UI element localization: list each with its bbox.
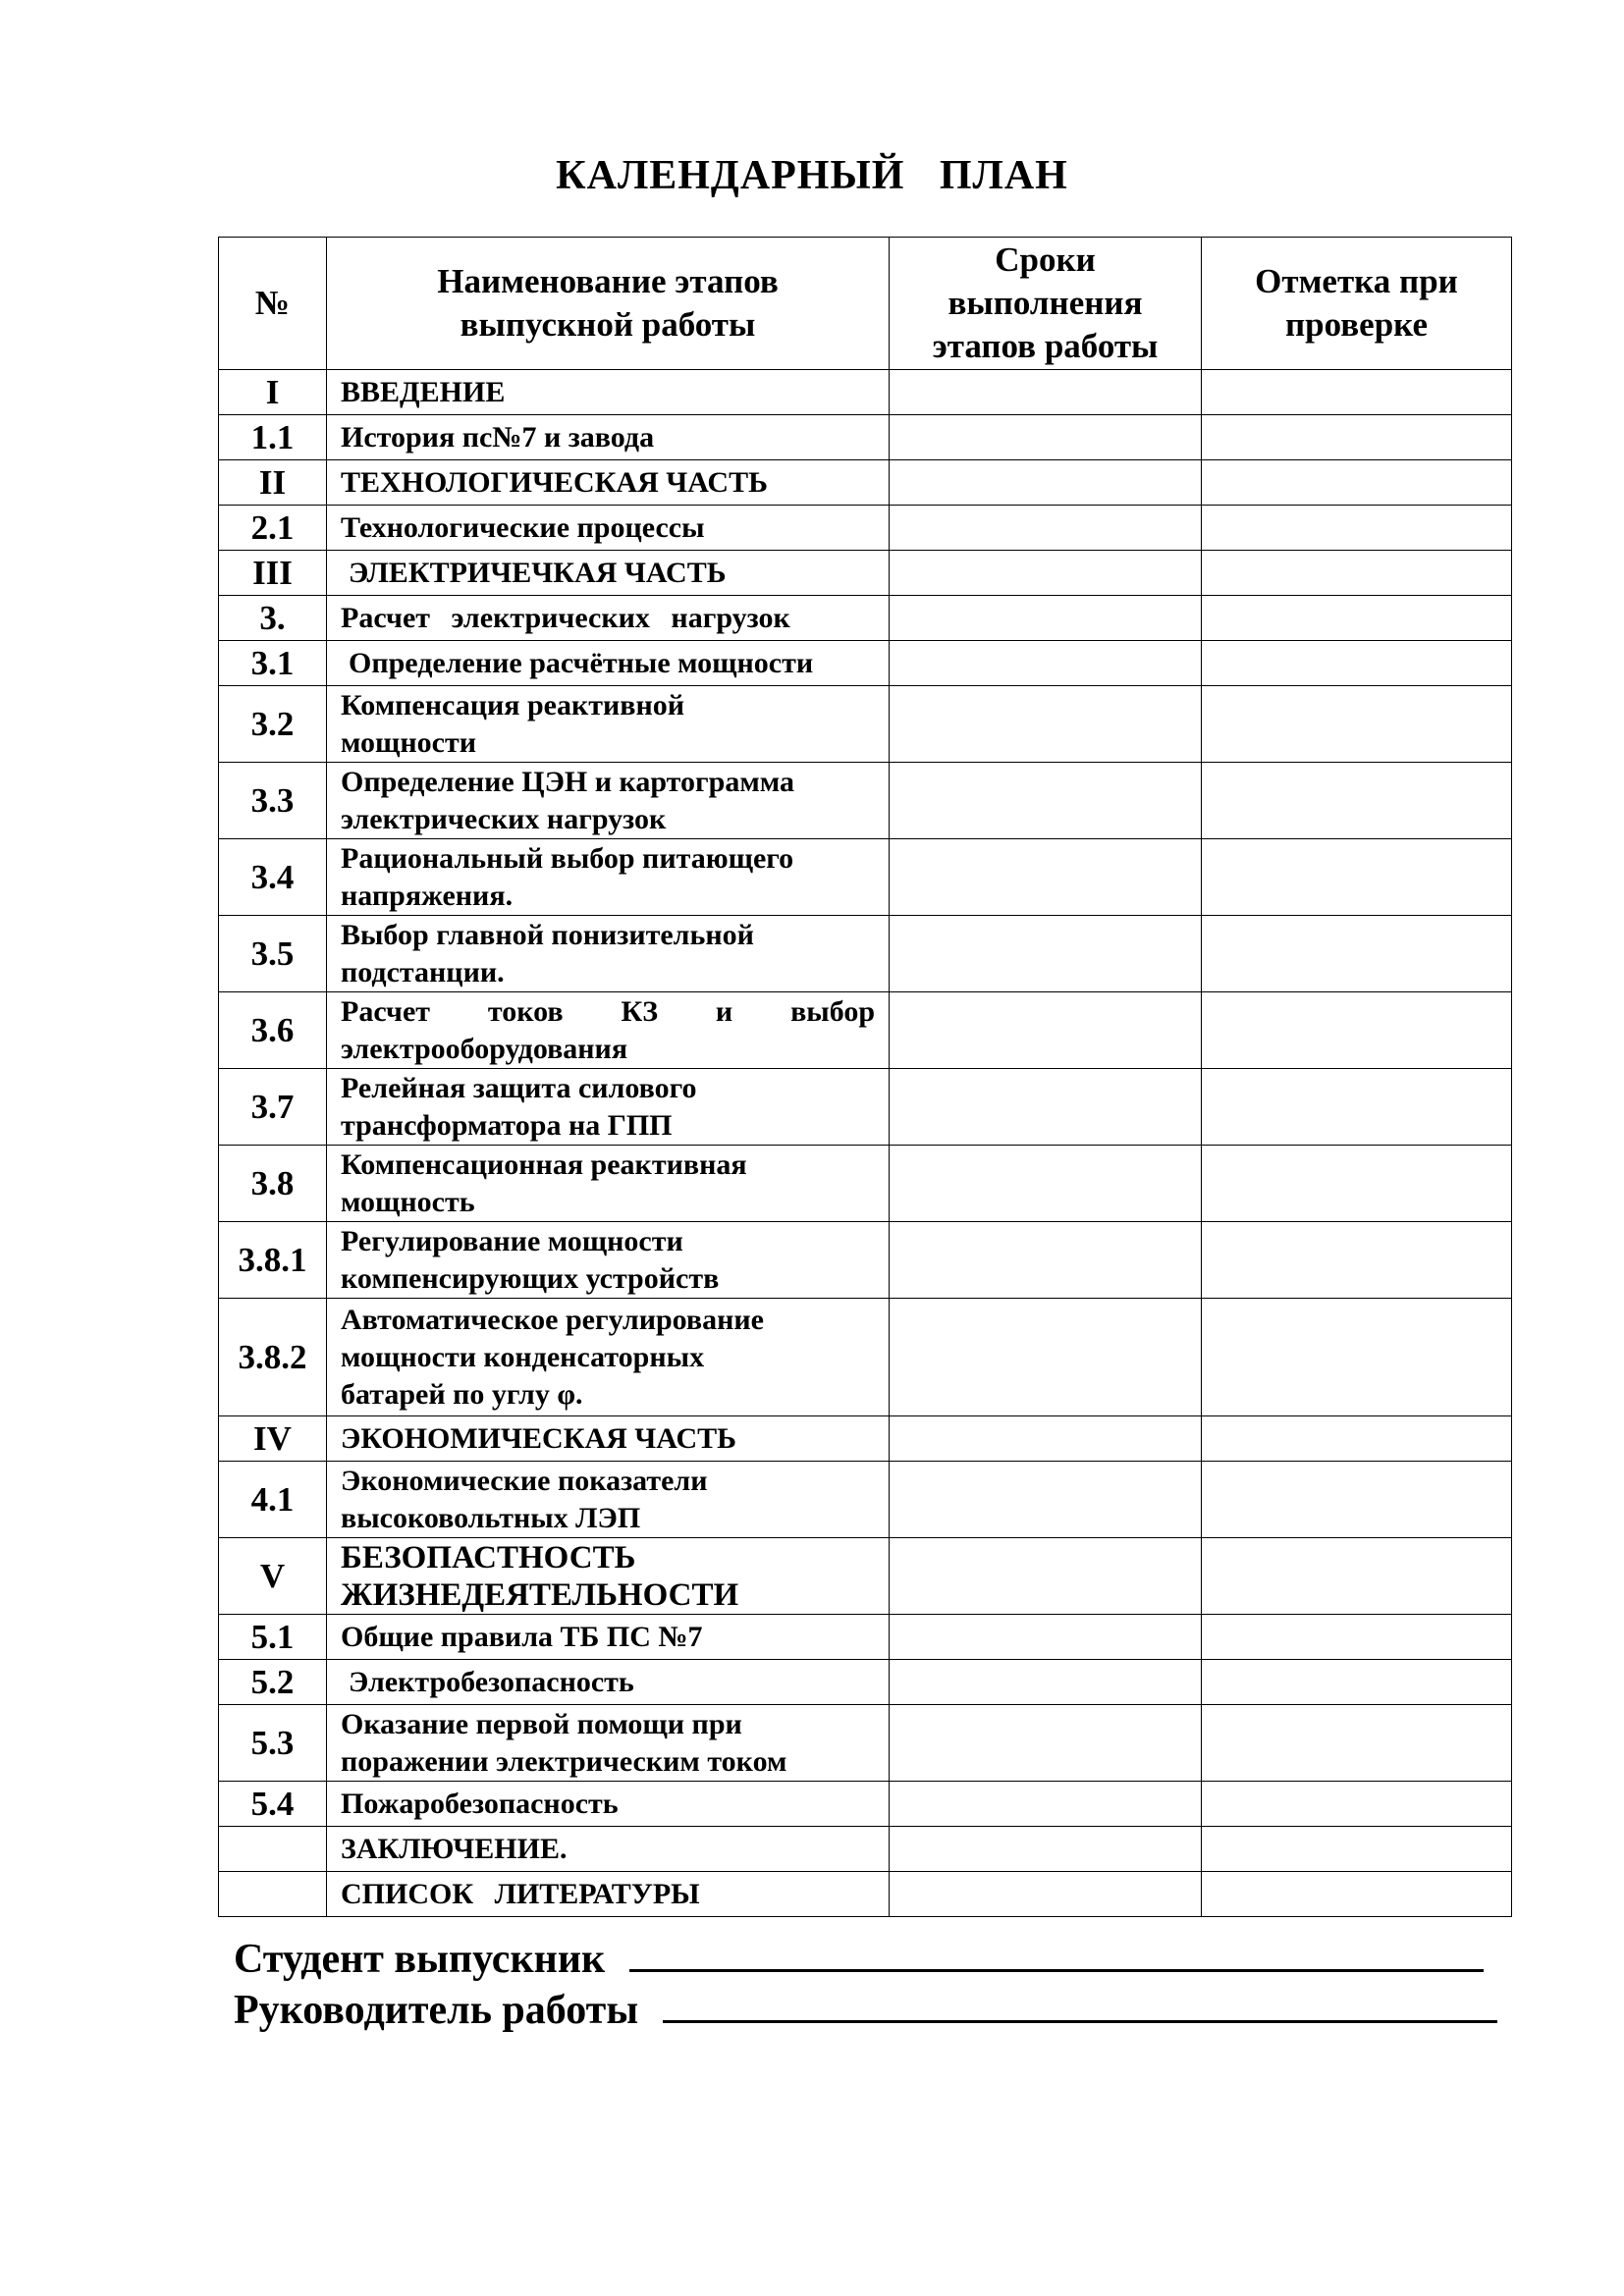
table-row <box>219 1222 1512 1299</box>
calendar-plan-table <box>218 237 1512 1917</box>
row-number: 3.5 <box>219 916 327 992</box>
check-cell <box>1202 1462 1512 1538</box>
row-stage-name: Релейная защита силового трансформатора на ГПП <box>327 1069 890 1146</box>
deadline-cell <box>890 686 1202 763</box>
row-stage-name: Регулирование мощности компенсирующих устройств <box>327 1222 890 1299</box>
row-number: 3.7 <box>219 1069 327 1146</box>
deadline-cell <box>890 1069 1202 1146</box>
student-label: Студент выпускник <box>234 1937 606 1982</box>
deadline-cell <box>890 1872 1202 1917</box>
row-number: IV <box>219 1416 327 1462</box>
deadline-cell <box>890 370 1202 415</box>
deadline-cell <box>890 1782 1202 1827</box>
row-number: 3.2 <box>219 686 327 763</box>
row-number: I <box>219 370 327 415</box>
table-row <box>219 1872 1512 1917</box>
row-number: 3.6 <box>219 992 327 1069</box>
row-stage-name: ТЕХНОЛОГИЧЕСКАЯ ЧАСТЬ <box>327 460 890 506</box>
check-cell <box>1202 1299 1512 1416</box>
row-number: 1.1 <box>219 415 327 460</box>
deadline-cell <box>890 1827 1202 1872</box>
row-number: III <box>219 551 327 596</box>
row-number: 3.3 <box>219 763 327 839</box>
row-number: 4.1 <box>219 1462 327 1538</box>
header-num: № <box>219 238 327 370</box>
table-header-row <box>219 238 1512 370</box>
student-signature-line <box>234 1932 1484 1983</box>
row-number: 5.2 <box>219 1660 327 1705</box>
check-cell <box>1202 460 1512 506</box>
table-row <box>219 1462 1512 1538</box>
header-check-mark: Отметка при проверке <box>1202 238 1512 370</box>
row-stage-name: Технологические процессы <box>327 506 890 551</box>
deadline-cell <box>890 763 1202 839</box>
row-number: V <box>219 1538 327 1615</box>
row-number: 3. <box>219 596 327 641</box>
row-number: 5.1 <box>219 1615 327 1660</box>
deadline-cell <box>890 506 1202 551</box>
table-row <box>219 460 1512 506</box>
table-row <box>219 415 1512 460</box>
row-number: II <box>219 460 327 506</box>
row-stage-name: Выбор главной понизительной подстанции. <box>327 916 890 992</box>
row-stage-name: Общие правила ТБ ПС №7 <box>327 1615 890 1660</box>
row-stage-name: Расчет токов КЗ и выбор электрооборудования <box>327 992 890 1069</box>
table-row <box>219 1538 1512 1615</box>
table-row <box>219 1615 1512 1660</box>
check-cell <box>1202 1146 1512 1222</box>
row-stage-name: ЭКОНОМИЧЕСКАЯ ЧАСТЬ <box>327 1416 890 1462</box>
header-deadline: Сроки выполнения этапов работы <box>890 238 1202 370</box>
deadline-cell <box>890 596 1202 641</box>
row-number: 3.8.1 <box>219 1222 327 1299</box>
table-row <box>219 370 1512 415</box>
check-cell <box>1202 763 1512 839</box>
header-stage-name: Наименование этапов выпускной работы <box>327 238 890 370</box>
check-cell <box>1202 1615 1512 1660</box>
deadline-cell <box>890 1416 1202 1462</box>
supervisor-signature-blank[interactable] <box>663 1983 1497 2023</box>
check-cell <box>1202 370 1512 415</box>
table-row <box>219 763 1512 839</box>
table-row <box>219 992 1512 1069</box>
check-cell <box>1202 1416 1512 1462</box>
table-row <box>219 596 1512 641</box>
check-cell <box>1202 1782 1512 1827</box>
row-number: 3.8.2 <box>219 1299 327 1416</box>
row-stage-name: СПИСОК ЛИТЕРАТУРЫ <box>327 1872 890 1917</box>
deadline-cell <box>890 460 1202 506</box>
check-cell <box>1202 641 1512 686</box>
check-cell <box>1202 839 1512 916</box>
table-row <box>219 506 1512 551</box>
row-stage-name: Оказание первой помощи при поражении электрическим током <box>327 1705 890 1782</box>
table-row <box>219 1660 1512 1705</box>
row-stage-name: Автоматическое регулирование мощности конденсаторных батарей по углу φ. <box>327 1299 890 1416</box>
check-cell <box>1202 551 1512 596</box>
student-signature-blank[interactable] <box>629 1932 1484 1972</box>
table-row <box>219 1782 1512 1827</box>
row-number <box>219 1872 327 1917</box>
table-row <box>219 1705 1512 1782</box>
check-cell <box>1202 415 1512 460</box>
table-row <box>219 1146 1512 1222</box>
row-stage-name: Определение ЦЭН и картограмма электрических нагрузок <box>327 763 890 839</box>
row-stage-name: Рациональный выбор питающего напряжения. <box>327 839 890 916</box>
deadline-cell <box>890 1222 1202 1299</box>
row-number <box>219 1827 327 1872</box>
table-row <box>219 839 1512 916</box>
deadline-cell <box>890 1615 1202 1660</box>
row-number: 5.3 <box>219 1705 327 1782</box>
row-stage-name: Компенсационная реактивная мощность <box>327 1146 890 1222</box>
row-stage-name: ЗАКЛЮЧЕНИЕ. <box>327 1827 890 1872</box>
check-cell <box>1202 1872 1512 1917</box>
table-row <box>219 551 1512 596</box>
check-cell <box>1202 1538 1512 1615</box>
check-cell <box>1202 1827 1512 1872</box>
check-cell <box>1202 1660 1512 1705</box>
row-stage-name: Пожаробезопасность <box>327 1782 890 1827</box>
deadline-cell <box>890 1299 1202 1416</box>
deadline-cell <box>890 839 1202 916</box>
table-row <box>219 1827 1512 1872</box>
row-number: 3.1 <box>219 641 327 686</box>
check-cell <box>1202 686 1512 763</box>
table-row <box>219 1416 1512 1462</box>
row-stage-name: Расчет электрических нагрузок <box>327 596 890 641</box>
supervisor-label: Руководитель работы <box>234 1988 639 2033</box>
deadline-cell <box>890 992 1202 1069</box>
deadline-cell <box>890 1705 1202 1782</box>
row-stage-name: Экономические показатели высоковольтных ЛЭП <box>327 1462 890 1538</box>
deadline-cell <box>890 551 1202 596</box>
table-row <box>219 686 1512 763</box>
row-stage-name: ВВЕДЕНИЕ <box>327 370 890 415</box>
check-cell <box>1202 596 1512 641</box>
table-row <box>219 1069 1512 1146</box>
table-row <box>219 641 1512 686</box>
row-stage-name: Электробезопасность <box>327 1660 890 1705</box>
deadline-cell <box>890 641 1202 686</box>
row-number: 3.8 <box>219 1146 327 1222</box>
row-stage-name: Компенсация реактивной мощности <box>327 686 890 763</box>
check-cell <box>1202 1705 1512 1782</box>
row-stage-name: ЭЛЕКТРИЧЕЧКАЯ ЧАСТЬ <box>327 551 890 596</box>
check-cell <box>1202 992 1512 1069</box>
row-number: 2.1 <box>219 506 327 551</box>
deadline-cell <box>890 1462 1202 1538</box>
table-row <box>219 1299 1512 1416</box>
deadline-cell <box>890 916 1202 992</box>
row-stage-name: БЕЗОПАСТНОСТЬ ЖИЗНЕДЕЯТЕЛЬНОСТИ <box>327 1538 890 1615</box>
deadline-cell <box>890 415 1202 460</box>
row-number: 5.4 <box>219 1782 327 1827</box>
row-number: 3.4 <box>219 839 327 916</box>
row-stage-name: История пс№7 и завода <box>327 415 890 460</box>
check-cell <box>1202 1222 1512 1299</box>
deadline-cell <box>890 1660 1202 1705</box>
check-cell <box>1202 916 1512 992</box>
supervisor-signature-line <box>234 1983 1497 2034</box>
table-row <box>219 916 1512 992</box>
page-title: КАЛЕНДАРНЫЙ ПЛАН <box>556 153 1068 198</box>
check-cell <box>1202 506 1512 551</box>
deadline-cell <box>890 1146 1202 1222</box>
row-stage-name: Определение расчётные мощности <box>327 641 890 686</box>
check-cell <box>1202 1069 1512 1146</box>
deadline-cell <box>890 1538 1202 1615</box>
